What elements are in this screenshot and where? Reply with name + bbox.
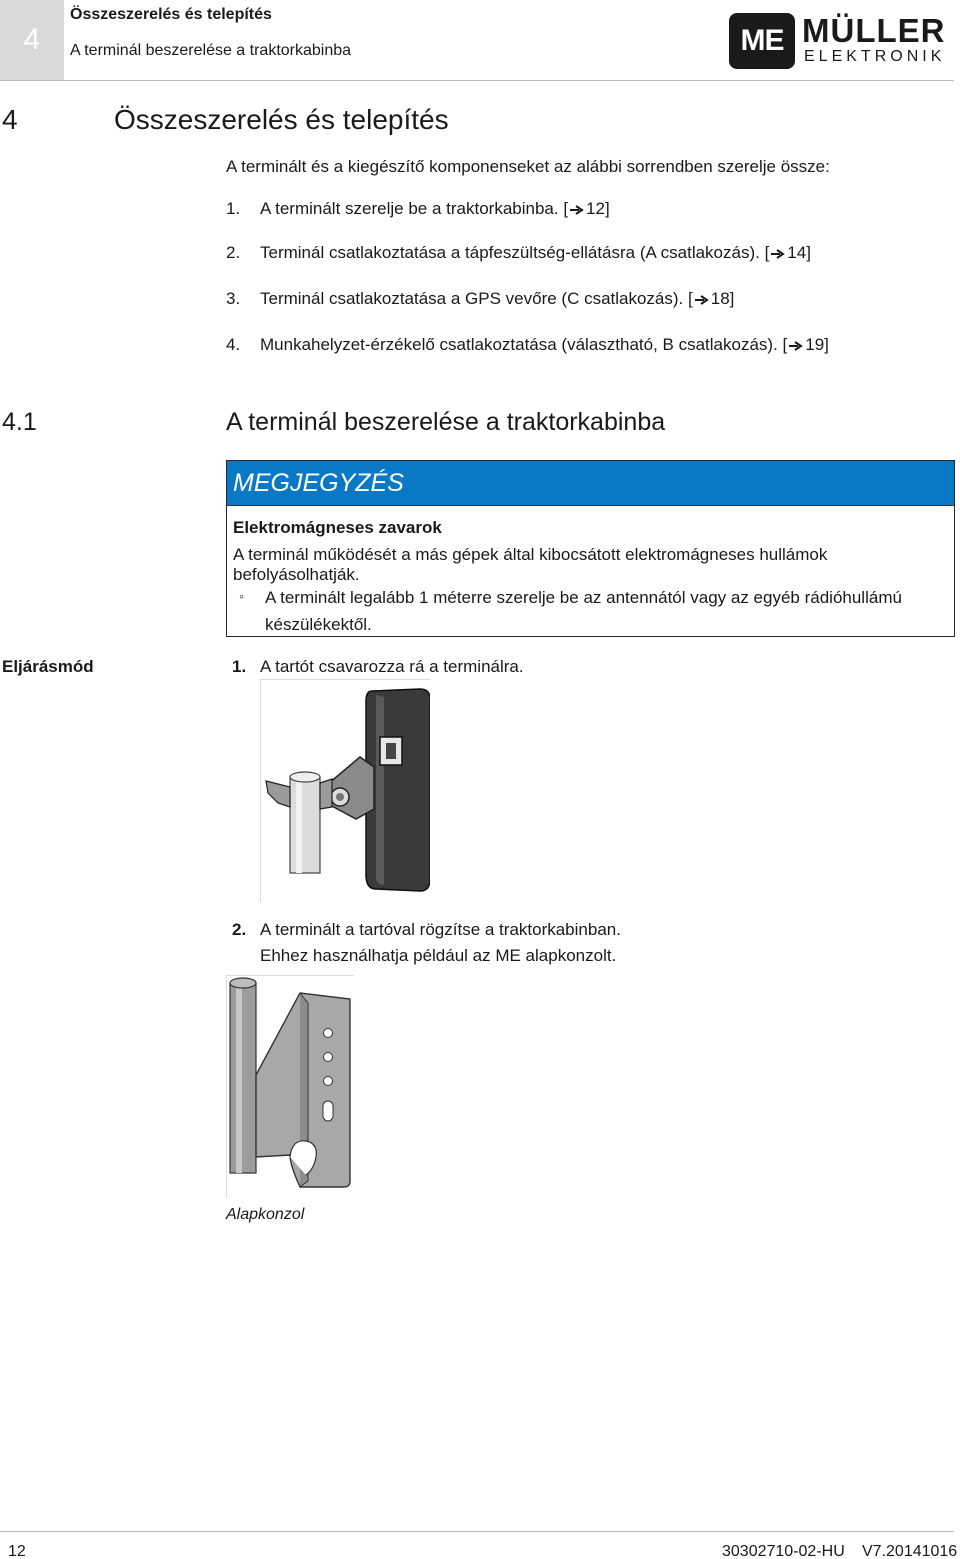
- notice-body: A terminál működését a más gépek által kibocsátott elektromágneses hullámok befolyásolhatják.: [233, 545, 828, 584]
- arrow-right-icon: [570, 205, 584, 215]
- chapter-number: 4: [23, 23, 41, 56]
- document-id: 30302710-02-HU: [722, 1543, 845, 1559]
- procedure-step-1: [232, 657, 524, 677]
- chapter-number-box: [0, 0, 64, 80]
- document-version: V7.20141016: [862, 1543, 958, 1559]
- step-item-1: [226, 199, 610, 219]
- arrow-right-icon: [789, 341, 803, 351]
- notice-box: [226, 460, 955, 637]
- step-ref-link[interactable]: 19]: [805, 335, 829, 354]
- step-text: A terminált szerelje be a traktorkabinba. [: [260, 199, 569, 218]
- footer-divider: [0, 1531, 954, 1532]
- step-ref-link[interactable]: 12]: [586, 199, 610, 218]
- step-item-3: [226, 289, 734, 309]
- step-item-4: [226, 335, 829, 355]
- step-text: A terminált a tartóval rögzítse a traktorkabinban.: [260, 920, 621, 939]
- step-text: Munkahelyzet-érzékelő csatlakoztatása (választható, B csatlakozás). [: [260, 335, 788, 354]
- procedure-step-2-line2: Ehhez használhatja például az ME alapkonzolt.: [260, 946, 617, 965]
- step-text: Terminál csatlakoztatása a tápfeszültség-ellátásra (A csatlakozás). [: [260, 243, 770, 262]
- step-number: 3.: [226, 289, 241, 308]
- notice-subheading: Elektromágneses zavarok: [233, 518, 442, 537]
- subsection-title: A terminál beszerelése a traktorkabinba: [226, 408, 666, 436]
- procedure-step-2: [232, 920, 621, 940]
- page-number: 12: [8, 1543, 26, 1559]
- bullet-icon: ◦: [239, 588, 244, 604]
- step-number: 2.: [226, 243, 241, 262]
- header-subtitle: A terminál beszerelése a traktorkabinba: [70, 42, 352, 59]
- step-item-2: [226, 243, 811, 263]
- step-number: 1.: [232, 657, 247, 676]
- step-number: 2.: [232, 920, 247, 939]
- arrow-right-icon: [771, 249, 785, 259]
- section-intro: A terminált és a kiegészítő komponenseket az alábbi sorrendben szerelje össze:: [226, 157, 830, 176]
- terminal-bracket-illustration: [260, 679, 430, 902]
- step-ref-link[interactable]: 18]: [710, 289, 735, 308]
- section-title: Összeszerelés és telepítés: [114, 104, 449, 135]
- notice-heading: MEGJEGYZÉS: [233, 469, 404, 497]
- step-ref-link[interactable]: 14]: [787, 243, 811, 262]
- section-number: 4: [2, 104, 18, 135]
- procedure-label: Eljárásmód: [2, 657, 94, 676]
- figure-caption: Alapkonzol: [226, 1206, 305, 1223]
- logo-mark: ME: [729, 13, 795, 69]
- step-text: A tartót csavarozza rá a terminálra.: [260, 657, 524, 676]
- header-divider: [0, 80, 954, 81]
- step-number: 4.: [226, 335, 241, 354]
- step-number: 1.: [226, 199, 241, 218]
- header-title: Összeszerelés és telepítés: [70, 6, 272, 23]
- base-bracket-illustration: [226, 975, 354, 1198]
- subsection-number: 4.1: [2, 408, 37, 436]
- arrow-right-icon: [695, 295, 709, 305]
- notice-header: [227, 461, 954, 506]
- notice-bullet-text: A terminált legalább 1 méterre szerelje be az antennától vagy az egyéb rádióhullámú készülékektől.: [265, 588, 902, 634]
- logo-word-elektronik: ELEKTRONIK: [804, 48, 946, 65]
- step-text: Terminál csatlakoztatása a GPS vevőre (C csatlakozás). [: [260, 289, 693, 308]
- logo-word-muller: MÜLLER: [802, 12, 946, 49]
